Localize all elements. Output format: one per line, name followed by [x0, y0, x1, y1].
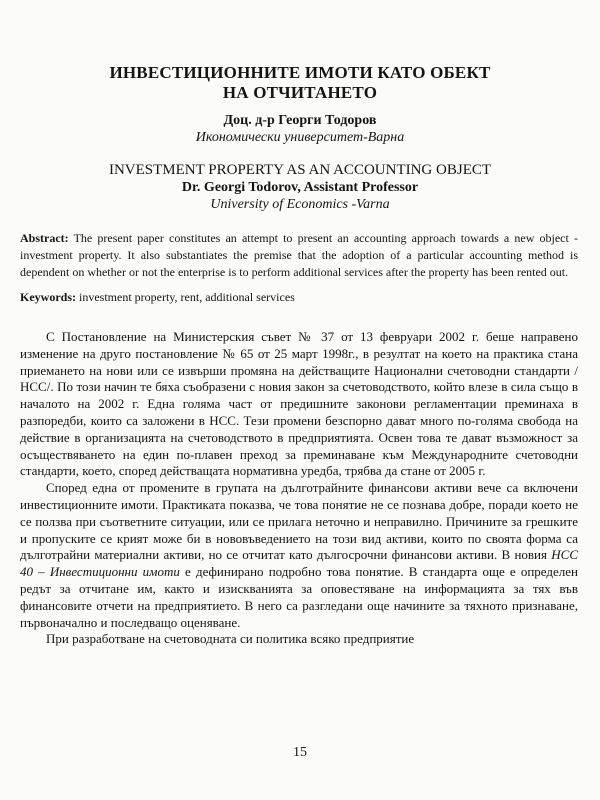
paragraph-2-part-a: Според една от промените в групата на дълготрайните финансови активи вече са включени инвестиционните имоти. Практиката показва, че това понятие не се познава добре, поради което не се ползва при съответните ситуации, или се прилага неточно и неправилно. Причините за грешките и пропуските се крият може би в нововъведението на този вид активи, които по своята форма са дълготрайни материални активи, но се отчитат като дългосрочни финансови активи. В новия: [20, 480, 578, 563]
title-line-2: НА ОТЧИТАНЕТО: [222, 83, 378, 102]
title-line-1: ИНВЕСТИЦИОННИТЕ ИМОТИ КАТО ОБЕКТ: [109, 63, 491, 82]
author-bg: Доц. д-р Георги Тодоров: [223, 113, 377, 128]
abstract: [20, 230, 578, 281]
paragraph-2-part-b: е дефинирано подробно това понятие. В стандарта още е определен редът за отчитане им, както и изискванията за оповестяване на информацията за тях във финансовите отчети на предприятието. В него са разгледани още начините за тяхното признаване, първоначално и последващо оценяване.: [20, 564, 578, 630]
page-number: 15: [293, 745, 307, 760]
keywords-label: Keywords:: [20, 290, 76, 304]
paragraph-1: С Постановление на Министерския съвет № 37 от 13 февруари 2002 г. беше направено изменение на друго постановление № 65 от 25 март 1998г., в резултат на което на практика стана приемането на нови или се извърши промяна на действащите Национални счетоводни стандарти /НСС/. По този начин те бяха съобразени с новия закон за счетоводството, който влезе в сила също в началото на 2002 г. Една голяма част от предишните законови регламентации преминаха в разпоредби, които са заложени в НСС. Тези промени безспорно дават много по-голяма свобода на действие в организацията на счетоводството в предприятията. Освен това те дават възможност за осъществяването на един по-плавен преход за преминаване към Международните счетоводни стандарти, което, според действащата нормативна уредба, трябва да стане от 2005 г.: [20, 329, 578, 479]
paragraph-2: [20, 480, 578, 631]
keywords-text: investment property, rent, additional services: [79, 290, 295, 304]
standard-reference: НСС 40 – Инвестиционни имоти: [20, 547, 579, 580]
paragraph-3: При разработване на счетоводната си политика всяко предприятие: [46, 631, 415, 647]
affiliation-bg: Икономически университет-Варна: [195, 130, 405, 145]
body-text: [20, 329, 578, 648]
paper-title-bg: [40, 63, 560, 103]
author-en: Dr. Georgi Todorov, Assistant Professor: [181, 180, 419, 195]
affiliation-en: University of Economics -Varna: [210, 197, 390, 212]
abstract-label: Abstract:: [20, 231, 69, 245]
keywords: [20, 289, 578, 306]
abstract-text: The present paper constitutes an attempt to present an accounting approach towards a new object - investment property. It also substantiates the premise that the adoption of a particular accounting method is dependent on whether or not the enterprise is to perform additional services after the property has been rented out.: [20, 231, 578, 279]
paper-title-en: INVESTMENT PROPERTY AS AN ACCOUNTING OBJECT: [108, 162, 492, 178]
